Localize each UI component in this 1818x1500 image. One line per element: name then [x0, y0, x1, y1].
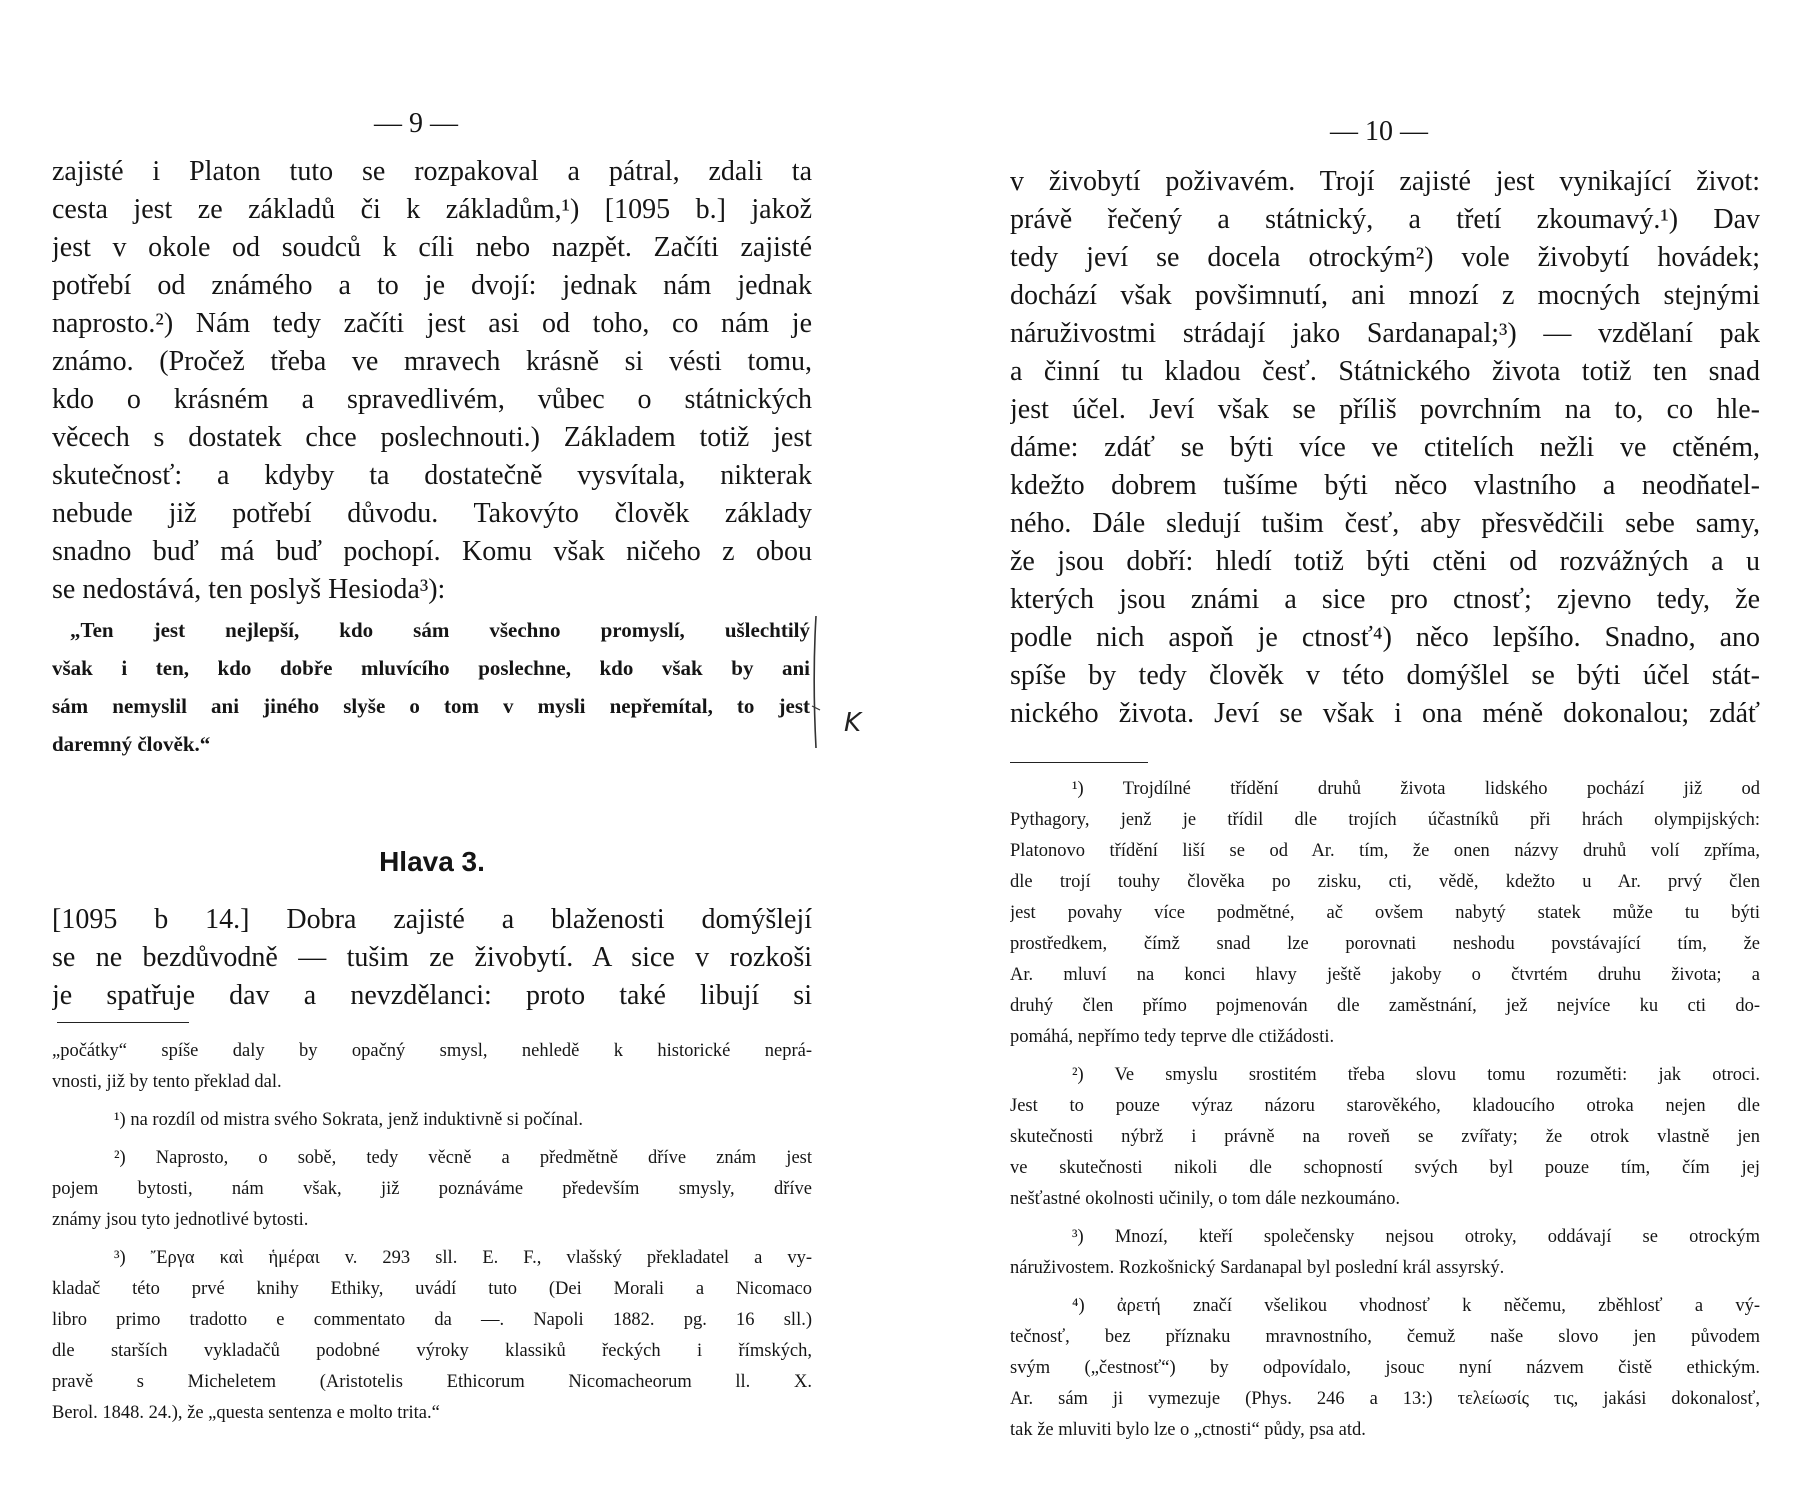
- footnote-line: tak že mluviti bylo lze o „ctnosti“ půdy, psa atd.: [1010, 1420, 1366, 1440]
- text-line: potřebí od známého a to je dvojí: jednak nám jednak: [52, 270, 812, 301]
- quote-line: „Ten jest nejlepší, kdo sám všechno promyslí, ušlechtilý: [70, 618, 810, 642]
- footnote-line: ³) Mnozí, kteří společensky nejsou otroky, oddávají se otrockým: [1072, 1227, 1760, 1247]
- left-page: [52, 0, 862, 1500]
- footnote-line: Platonovo třídění liší se od Ar. tím, že onen názvy druhů volí zpříma,: [1010, 841, 1760, 861]
- footnotes: [52, 1036, 812, 1429]
- footnote-line: jest povahy více podmětné, ač ovšem nabytý statek může tu býti: [1010, 903, 1760, 923]
- text-line: spíše by tedy člověk v této domýšlel se býti účel stát-: [1010, 660, 1760, 691]
- text-line: náruživostmi strádají jako Sardanapal;³) — vzdělaní pak: [1010, 318, 1760, 349]
- text-line: věcech s dostatek chce poslechnouti.) Základem totiž jest: [52, 422, 812, 453]
- right-page: [1010, 0, 1760, 1500]
- footnote-line: prostředkem, čímž snad lze porovnati neshodu povstávající tím, že: [1010, 934, 1760, 954]
- text-line: nického života. Jeví se však i ona méně dokonalou; zdáť: [1010, 698, 1760, 729]
- text-line: dáme: zdáť se býti více ve ctitelích nežli ve ctěném,: [1010, 432, 1760, 463]
- footnotes: [1010, 774, 1760, 1446]
- page-number: — 10 —: [1330, 116, 1428, 147]
- body-text: [1010, 163, 1760, 733]
- text-line: že jsou dobří: hledí totiž býti ctěni od rozvážných a u: [1010, 546, 1760, 577]
- quote-line: sám nemyslil ani jiného slyše o tom v mysli nepřemítal, to jest: [52, 694, 810, 718]
- text-line: jest v okole od soudců k cíli nebo nazpět. Začíti zajisté: [52, 232, 812, 263]
- text-line: známo. (Pročež třeba ve mravech krásně si vésti tomu,: [52, 346, 812, 377]
- chapter-heading: Hlava 3.: [379, 846, 485, 877]
- footnote-line: ¹) na rozdíl od mistra svého Sokrata, jenž induktivně si počínal.: [114, 1110, 583, 1130]
- footnote-line: svým („čestnosť“) by odpovídalo, jsouc nyní názvem čistě ethickým.: [1010, 1358, 1760, 1378]
- text-line: snadno buď má buď pochopí. Komu však ničeho z obou: [52, 536, 812, 567]
- hesiod-quote: [52, 611, 810, 763]
- footnote-line: „počátky“ spíše daly by opačný smysl, nehledě k historické neprá-: [52, 1041, 812, 1061]
- footnote-line: kladač této prvé knihy Ethiky, uvádí tuto (Dei Morali a Nicomaco: [52, 1279, 812, 1299]
- margin-annotation: K: [844, 708, 862, 738]
- text-line: kdo o krásném a spravedlivém, vůbec o státnických: [52, 384, 812, 415]
- footnote-line: Berol. 1848. 24.), že „questa sentenza e molto trita.“: [52, 1403, 440, 1423]
- text-line: ného. Dále sledují tušim česť, aby přesvědčili sebe samy,: [1010, 508, 1760, 539]
- footnote-line: ¹) Trojdílné třídění druhů života lidského pochází již od: [1072, 779, 1760, 799]
- text-line: a činní tu kladou česť. Státnického života totiž ten snad: [1010, 356, 1760, 387]
- footnote-line: pravě s Micheletem (Aristotelis Ethicorum Nicomacheorum ll. X.: [52, 1372, 812, 1392]
- text-line: [1095 b 14.] Dobra zajisté a blaženosti domýšlejí: [52, 904, 812, 935]
- footnote-line: druhý člen přímo pojmenován dle zaměstnání, jež nejvíce ku cti do-: [1010, 996, 1760, 1016]
- text-line: se nedostává, ten poslyš Hesioda³):: [52, 574, 446, 605]
- footnote-line: nešťastné okolnosti učinily, o tom dále nezkoumáno.: [1010, 1189, 1400, 1209]
- footnote-line: dle starších vykladačů podobné výroky klassiků řeckých i římských,: [52, 1341, 812, 1361]
- text-line: tedy jeví se docela otrockým²) vole živobytí hovádek;: [1010, 242, 1760, 273]
- footnote-rule: [57, 1022, 189, 1023]
- text-line: skutečnosť: a kdyby ta dostatečně vysvítala, nikterak: [52, 460, 812, 491]
- text-line: zajisté i Platon tuto se rozpakoval a pátral, zdali ta: [52, 156, 812, 187]
- chapter-text: [52, 901, 812, 1015]
- footnote-line: tečnosť, bez příznaku mravnostního, čemuž naše slovo jen původem: [1010, 1327, 1760, 1347]
- footnote-line: ⁴) ἀρετή značí všelikou vhodnosť k něčemu, zběhlosť a vý-: [1072, 1296, 1760, 1316]
- text-line: naprosto.²) Nám tedy začíti jest asi od toho, co nám je: [52, 308, 812, 339]
- footnote-line: Jest to pouze výraz názoru starověkého, kladoucího otroka nejen dle: [1010, 1096, 1760, 1116]
- page-number: — 9 —: [374, 108, 458, 139]
- footnote-rule: [1010, 762, 1148, 763]
- text-line: podle nich aspoň je ctnosť⁴) něco lepšího. Snadno, ano: [1010, 622, 1760, 653]
- text-line: cesta jest ze základů či k základům,¹) [1095 b.] jakož: [52, 194, 812, 225]
- text-line: je spatřuje dav a nevzdělanci: proto také libují si: [52, 980, 812, 1011]
- footnote-line: Ar. sám ji vymezuje (Phys. 246 a 13:) τελείωσίς τις, jakási dokonalosť,: [1010, 1389, 1760, 1409]
- footnote-line: Pythagory, jenž je třídil dle trojích účastníků při hrách olympijských:: [1010, 810, 1760, 830]
- quote-line: však i ten, kdo dobře mluvícího poslechne, kdo však by ani: [52, 656, 810, 680]
- quote-line: daremný člověk.“: [52, 732, 211, 756]
- footnote-line: libro primo tradotto e commentato da —. Napoli 1882. pg. 16 sll.): [52, 1310, 812, 1330]
- text-line: nebude již potřebí důvodu. Takovýto člověk základy: [52, 498, 812, 529]
- text-line: kterých jsou známi a sice pro ctnosť; zjevno tedy, že: [1010, 584, 1760, 615]
- footnote-line: známy jsou tyto jednotlivé bytosti.: [52, 1210, 309, 1230]
- footnote-line: náruživostem. Rozkošnický Sardanapal byl poslední král assyrský.: [1010, 1258, 1505, 1278]
- footnote-line: ²) Ve smyslu srostitém třeba slovu tomu rozuměti: jak otroci.: [1072, 1065, 1760, 1085]
- footnote-line: ve skutečnosti nikoli dle schopností svých byl pouze tím, čím jej: [1010, 1158, 1760, 1178]
- footnote-line: ³) Ἔργα καὶ ἡμέραι v. 293 sll. E. F., vlašský překladatel a vy-: [114, 1248, 812, 1268]
- footnote-line: vnosti, již by tento překlad dal.: [52, 1072, 282, 1092]
- text-line: právě řečený a státnický, a třetí zkoumavý.¹) Dav: [1010, 204, 1760, 235]
- text-line: kdežto dobrem tušíme býti něco vlastního a neodňatel-: [1010, 470, 1760, 501]
- text-line: v živobytí poživavém. Trojí zajisté jest vynikající život:: [1010, 166, 1760, 197]
- text-line: se ne bezdůvodně — tušim ze živobytí. A sice v rozkoši: [52, 942, 812, 973]
- footnote-line: skutečnosti nýbrž i právně na roveň se zvířaty; že otrok vlastně jen: [1010, 1127, 1760, 1147]
- footnote-line: Ar. mluví na konci hlavy ještě jakoby o čtvrtém druhu života; a: [1010, 965, 1760, 985]
- footnote-line: pojem bytosti, nám však, již poznáváme především smysly, dříve: [52, 1179, 812, 1199]
- text-line: jest účel. Jeví však se příliš povrchním na to, co hle-: [1010, 394, 1760, 425]
- text-line: dochází však povšimnutí, ani mnozí z mocných stejnými: [1010, 280, 1760, 311]
- body-text: [52, 153, 812, 609]
- footnote-line: ²) Naprosto, o sobě, tedy věcně a předmětně dříve znám jest: [114, 1148, 812, 1168]
- footnote-line: dle trojí touhy člověka po zisku, cti, vědě, kdežto u Ar. prvý člen: [1010, 872, 1760, 892]
- footnote-line: pomáhá, nepřímo tedy teprve dle ctižádosti.: [1010, 1027, 1335, 1047]
